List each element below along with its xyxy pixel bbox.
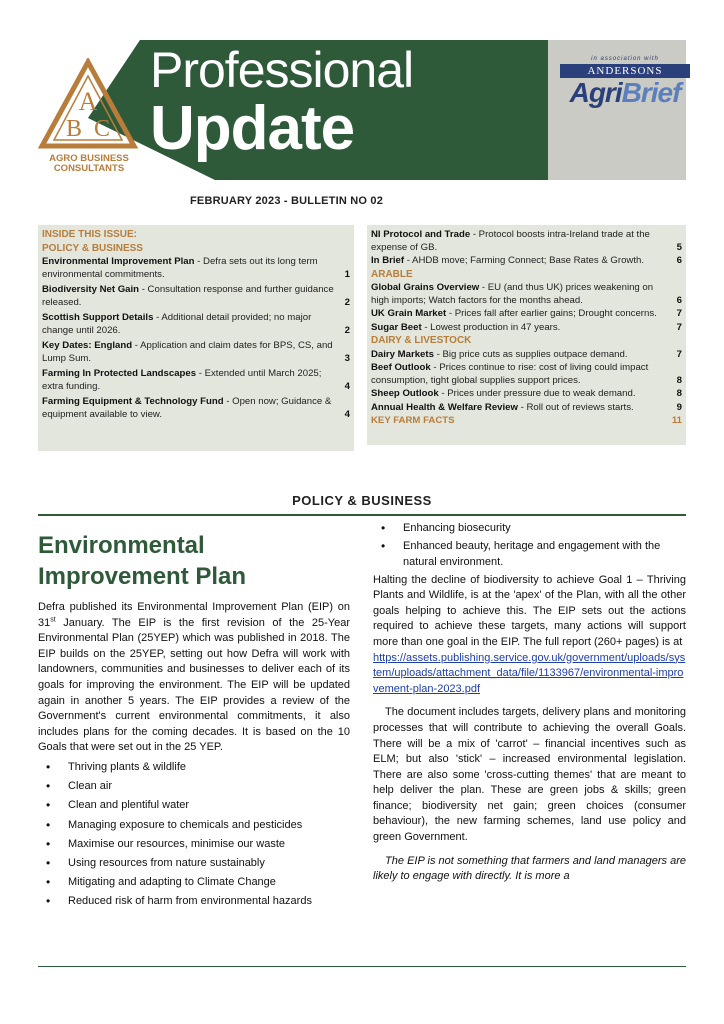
contents-entry-title: Global Grains Overview xyxy=(371,282,480,293)
contents-entry-title: UK Grain Market xyxy=(371,308,447,319)
logo-letter-c: C xyxy=(93,116,111,142)
list-item: • Maximise our resources, minimise our waste xyxy=(38,837,350,853)
contents-entry-desc: - Defra sets out its long term environmental commitments. xyxy=(42,256,318,280)
contents-box-left xyxy=(38,225,354,451)
contents-entry-page: 4 xyxy=(344,408,350,420)
article-paragraph: The document includes targets, delivery plans and monitoring processes that will contribute to achieving the overall Goals. There will be a mix of 'carrot' – financial incentives such as ELM; but also 'stick' – increased environmental legislation. There are also some 'cross-cutting themes' that are meant to help deliver the plan. These are green jobs & skills; green finance; biodiversity net gain; green choices (consumer behaviour), the new farming schemes, land use policy and green Government. xyxy=(373,706,686,844)
article-column-left xyxy=(38,530,350,913)
masthead-title-line2: Update xyxy=(150,94,355,163)
contents-entry-title: Farming Equipment & Technology Fund xyxy=(42,396,224,407)
agribrief-brief: Brief xyxy=(621,77,681,108)
article-title: Environmental Improvement Plan xyxy=(38,532,247,590)
contents-entry-desc: - Lowest production in 47 years. xyxy=(421,321,561,333)
contents-entry[interactable] xyxy=(42,312,350,337)
logo-caption-line2: CONSULTANTS xyxy=(53,163,125,174)
contents-entry-desc: - Extended until March 2025; extra funding. xyxy=(42,368,322,392)
contents-entry[interactable] xyxy=(42,368,350,393)
list-item: • Thriving plants & wildlife xyxy=(38,760,350,776)
contents-entry-page: 9 xyxy=(676,401,682,413)
contents-entry-title: Key Dates: England xyxy=(42,340,133,351)
contents-entry[interactable] xyxy=(42,340,350,365)
contents-entry-desc: - Prices continue to rise: cost of living could impact consumption, tight global supplies support prices. xyxy=(371,362,649,386)
contents-entry-title: In Brief xyxy=(371,255,405,266)
contents-entry[interactable] xyxy=(42,256,350,281)
list-item: • Clean and plentiful water xyxy=(38,798,350,814)
contents-entry-page: 8 xyxy=(676,374,682,386)
article-intro-b: January. The EIP is the first revision of the 25-Year Environmental Plan (25YEP) which was published in 2018. The EIP builds on the 25YEP, setting out how Defra will work with landowners, communities and businesses to deliver each of its goals for improving the environment. The EIP will be updated again in another 5 years. The EIP provides a review of the Government's current environmental commitments, it also includes plans for the coming decades. It is based on the 10 Goals that were set out in the 25 YEP. xyxy=(38,616,350,754)
goals-list xyxy=(38,760,350,910)
agribrief-logo xyxy=(545,78,705,108)
list-item: • Enhancing biosecurity xyxy=(373,521,686,537)
contents-entry-desc: - Big price cuts as supplies outpace demand. xyxy=(433,348,628,360)
article-paragraph: The EIP is not something that farmers and land managers are likely to engage with directly. It is more a xyxy=(373,854,686,883)
contents-entry-page: 11 xyxy=(671,415,682,426)
contents-entry[interactable] xyxy=(371,282,682,307)
contents-entry[interactable] xyxy=(371,349,682,362)
contents-entry[interactable] xyxy=(42,284,350,309)
list-item: • Enhanced beauty, heritage and engagement with the natural environment. xyxy=(373,539,686,570)
contents-entry[interactable] xyxy=(371,388,682,401)
logo-caption xyxy=(30,154,148,174)
contents-entry-desc: - Additional detail provided; no major change until 2026. xyxy=(42,312,312,336)
contents-entry-title: NI Protocol and Trade xyxy=(371,229,471,240)
contents-entry[interactable] xyxy=(371,402,682,415)
contents-entry-title: Biodiversity Net Gain xyxy=(42,284,140,295)
contents-entry-page: 7 xyxy=(676,308,682,319)
list-item: • Clean air xyxy=(38,779,350,795)
association-logo xyxy=(545,56,705,108)
list-item: • Mitigating and adapting to Climate Change xyxy=(38,875,350,891)
contents-entry-title: Farming In Protected Landscapes xyxy=(42,368,197,379)
contents-entry-page: 7 xyxy=(676,321,682,333)
contents-entry-page: 2 xyxy=(344,324,350,336)
issue-line: FEBRUARY 2023 - BULLETIN NO 02 xyxy=(190,195,384,207)
contents-arable-heading: ARABLE xyxy=(371,268,413,280)
contents-entry-desc: - Open now; Guidance & equipment available to view. xyxy=(42,396,332,420)
article-intro-a: Defra published its Environmental Improvement Plan (EIP) on 31 xyxy=(38,601,350,629)
contents-heading: INSIDE THIS ISSUE: xyxy=(42,229,138,240)
contents-entry[interactable] xyxy=(371,362,682,387)
contents-entry-desc: - Protocol boosts intra-Ireland trade at the expense of GB. xyxy=(371,229,650,253)
contents-entry-title: KEY FARM FACTS xyxy=(371,415,455,426)
contents-entry[interactable] xyxy=(371,322,682,335)
masthead xyxy=(0,0,724,190)
contents-entry-title: Sugar Beet xyxy=(371,321,422,333)
contents-entry-title: Scottish Support Details xyxy=(42,312,154,323)
contents-entry[interactable] xyxy=(371,255,682,268)
footer-divider xyxy=(38,966,686,967)
contents-entry-title: Sheep Outlook xyxy=(371,388,439,399)
section-divider xyxy=(38,514,686,516)
contents-entry-page: 6 xyxy=(676,294,682,306)
contents-entry-title: Annual Health & Welfare Review xyxy=(371,401,518,413)
contents-entry-desc: - EU (and thus UK) prices weakening on high imports; Watch factors for the months ahead. xyxy=(371,282,654,306)
goals-list-continued xyxy=(373,521,686,570)
contents-entry-title: Dairy Markets xyxy=(371,348,434,360)
contents-entry[interactable] xyxy=(42,396,350,421)
contents-policy-heading: POLICY & BUSINESS xyxy=(42,242,143,254)
logo-letter-b: B xyxy=(65,116,83,142)
logo-letter-a: A xyxy=(78,87,98,116)
contents-entry[interactable] xyxy=(371,308,682,321)
contents-entry-page: 5 xyxy=(676,241,682,253)
list-item: • Reduced risk of harm from environmental hazards xyxy=(38,894,350,910)
contents-entry-page: 6 xyxy=(676,255,682,266)
list-item: • Managing exposure to chemicals and pesticides xyxy=(38,818,350,834)
article-column-right xyxy=(373,521,686,885)
agribrief-agri: Agri xyxy=(569,77,622,108)
association-label: in association with xyxy=(591,56,659,62)
contents-dairy-heading: DAIRY & LIVESTOCK xyxy=(371,335,472,346)
contents-entry-title: Beef Outlook xyxy=(371,362,431,373)
article-paragraph: Halting the decline of biodiversity to achieve Goal 1 – Thriving Plants and Wildlife, is at the 'apex' of the Plan, with all the other goals helping to achieve this. The EIP sets out the actions required to achieve these targets, many actions will support more than one goal in the EIP. The full report (260+ pages) is at xyxy=(373,573,686,648)
contents-entry-desc: - Prices under pressure due to weak demand. xyxy=(438,388,636,399)
report-link[interactable]: https://assets.publishing.service.gov.uk/government/uploads/system/uploads/attachment_data/file/1133967/environmental-improvement-plan-2023.pdf xyxy=(373,651,686,695)
logo-caption-line1: AGRO BUSINESS xyxy=(49,153,129,164)
contents-entry-desc: - AHDB move; Farming Connect; Base Rates & Growth. xyxy=(404,255,644,266)
contents-entry-desc: - Application and claim dates for BPS, CS, and Lump Sum. xyxy=(42,340,333,364)
contents-entry-page: 7 xyxy=(676,348,682,360)
contents-box-right xyxy=(367,225,686,445)
contents-entry-page: 2 xyxy=(344,296,350,308)
contents-entry-key-facts[interactable] xyxy=(371,415,682,428)
article-intro xyxy=(38,600,350,756)
contents-entry[interactable] xyxy=(371,229,682,254)
contents-entry-desc: - Roll out of reviews starts. xyxy=(517,401,634,413)
abc-logo xyxy=(30,58,148,176)
article-intro-sup: st xyxy=(50,615,56,623)
contents-entry-desc: - Prices fall after earlier gains; Drought concerns. xyxy=(446,308,657,319)
contents-entry-page: 8 xyxy=(676,388,682,399)
masthead-title-line1: Professional xyxy=(150,42,414,98)
contents-entry-page: 3 xyxy=(344,352,350,364)
section-title: POLICY & BUSINESS xyxy=(292,493,432,508)
contents-entry-page: 4 xyxy=(344,380,350,392)
contents-entry-page: 1 xyxy=(344,268,350,280)
abc-triangle-icon xyxy=(38,58,138,150)
contents-entry-desc: - Consultation response and further guidance released. xyxy=(42,284,334,308)
contents-entry-title: Environmental Improvement Plan xyxy=(42,256,195,267)
list-item: • Using resources from nature sustainably xyxy=(38,856,350,872)
andersons-logo: ANDERSONS xyxy=(560,64,690,78)
